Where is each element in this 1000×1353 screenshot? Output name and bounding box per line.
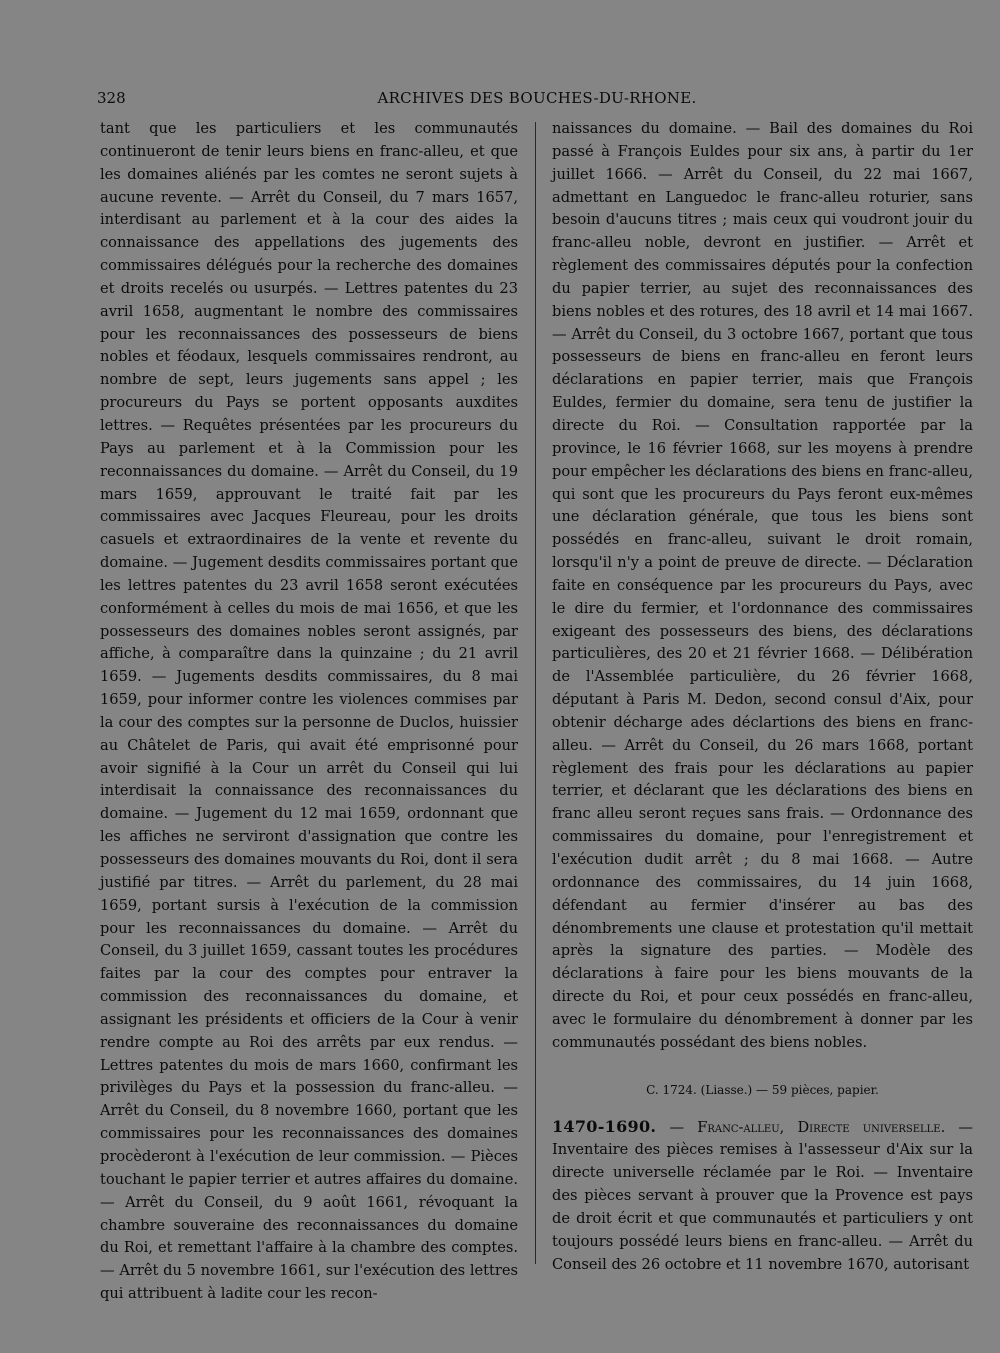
- archive-cote: C. 1724. (Liasse.) — 59 pièces, papier.: [646, 1082, 879, 1097]
- column-divider: [535, 122, 536, 1264]
- left-column: [100, 118, 518, 1306]
- right-column: [552, 118, 973, 1277]
- archive-entry: [552, 1116, 973, 1277]
- right-column-text: naissances du domaine. — Bail des domaines du Roi passé à François Euldes pour six ans, à partir du 1er juillet 1666. — Arrêt du Conseil, du 22 mai 1667, admettant en Languedoc le franc-alleu roturier, sans besoin d'aucuns titres ; mais ceux qui voudront jouir du franc-alleu noble, devront en justifier. — Arrêt et règlement des commissaires députés pour la confection du papier terrier, au sujet des reconnaissances des biens nobles et des rotures, des 18 avril et 14 mai 1667. — Arrêt du Conseil, du 3 octobre 1667, portant que tous possesseurs de biens en franc-alleu en feront leurs déclarations en papier terrier, mais que François Euldes, fermier du domaine, sera tenu de justifier la directe du Roi. — Consultation rapportée par la province, le 16 février 1668, sur les moyens à prendre pour empêcher les déclarations des biens en franc-alleu, qui sont que les procureurs du Pays feront eux-mêmes une déclaration générale, que tous les biens sont possédés en franc-alleu, suivant le droit romain, lorsqu'il n'y a point de preuve de directe. — Déclaration faite en conséquence par les procureurs du Pays, avec le dire du fermier, et l'ordonnance des commissaires exigeant des possesseurs des biens, des déclarations particulières, des 20 et 21 février 1668. — Délibération de l'Assemblée particulière, du 26 février 1668, députant à Paris M. Dedon, second consul d'Aix, pour obtenir décharge ades déclartions des biens en franc-alleu. — Arrêt du Conseil, du 26 mars 1668, portant règlement des frais pour les déclarations au papier terrier, et déclarant que les déclarations des biens en franc alleu seront reçues sans frais. — Ordonnance des commissaires du domaine, pour l'enregistrement et l'exécution dudit arrêt ; du 8 mai 1668. — Autre ordonnance des commissaires, du 14 juin 1668, défendant au fermier d'insérer au bas des dénombrements une clause et protestation qu'il mettait après la signature des parties. — Modèle des déclarations à faire pour les biens mouvants de la directe du Roi, et pour ceux possédés en franc-alleu, avec le formulaire du dénombrement à donner par les communautés possédant des biens nobles.: [552, 120, 973, 1051]
- entry-text: — Inventaire des pièces remises à l'assesseur d'Aix sur la directe universelle réclamée par le Roi. — Inventaire des pièces servant à prouver que la Provence est pays de droit écrit et que communautés et particuliers y ont toujours possédé leurs biens en franc-alleu. — Arrêt du Conseil des 26 octobre et 11 novembre 1670, autorisant: [552, 1118, 974, 1273]
- page-number: 328: [97, 89, 126, 107]
- entry-title: — Franc-alleu, Directe universelle.: [669, 1118, 946, 1136]
- entry-dates: 1470-1690.: [552, 1116, 657, 1136]
- running-title: ARCHIVES DES BOUCHES-DU-RHONE.: [377, 89, 697, 107]
- page-header: [97, 89, 977, 111]
- left-column-text: tant que les particuliers et les communautés continueront de tenir leurs biens en franc-alleu, et que les domaines aliénés par les comtes ne seront sujets à aucune revente. — Arrêt du Conseil, du 7 mars 1657, interdisant au parlement et à la cour des aides la connaissance des appellations des jugements des commissaires délégués pour la recherche des domaines et droits recelés ou usurpés. — Lettres patentes du 23 avril 1658, augmentant le nombre des commissaires pour les reconnaissances des possesseurs de biens nobles et féodaux, lesquels commissaires rendront, au nombre de sept, leurs jugements sans appel ; les procureurs du Pays se portent opposants auxdites lettres. — Requêtes présentées par les procureurs du Pays au parlement et à la Commission pour les reconnaissances du domaine. — Arrêt du Conseil, du 19 mars 1659, approuvant le traité fait par les commissaires avec Jacques Fleureau, pour les droits casuels et extraordinaires de la vente et revente du domaine. — Jugement desdits commissaires portant que les lettres patentes du 23 avril 1658 seront exécutées conformément à celles du mois de mai 1656, et que les possesseurs des domaines nobles seront assignés, par affiche, à comparaître dans la quinzaine ; du 21 avril 1659. — Jugements desdits commissaires, du 8 mai 1659, pour informer contre les violences commises par la cour des comptes sur la personne de Duclos, huissier au Châtelet de Paris, qui avait été emprisonné pour avoir signifié à la Cour un arrêt du Conseil qui lui interdisait la connaissance des reconnaissances du domaine. — Jugement du 12 mai 1659, ordonnant que les affiches ne serviront d'assignation que contre les possesseurs des domaines mouvants du Roi, dont il sera justifié par titres. — Arrêt du parlement, du 28 mai 1659, portant sursis à l'exécution de la commission pour les reconnaissances du domaine. — Arrêt du Conseil, du 3 juillet 1659, cassant toutes les procédures faites par la cour des comptes pour entraver la commission des reconnaissances du domaine, et assignant les présidents et officiers de la Cour à venir rendre compte au Roi des arrêts par eux rendus. — Lettres patentes du mois de mars 1660, confirmant les privilèges du Pays et la possession du franc-alleu. — Arrêt du Conseil, du 8 novembre 1660, portant que les commissaires pour les reconnaissances des domaines procèderont à l'exécution de leur commission. — Pièces touchant le papier terrier et autres affaires du domaine. — Arrêt du Conseil, du 9 août 1661, révoquant la chambre souveraine des reconnaissances du domaine du Roi, et remettant l'affaire à la chambre des comptes. — Arrêt du 5 novembre 1661, sur l'exécution des lettres qui attribuent à ladite cour les recon-: [100, 120, 518, 1303]
